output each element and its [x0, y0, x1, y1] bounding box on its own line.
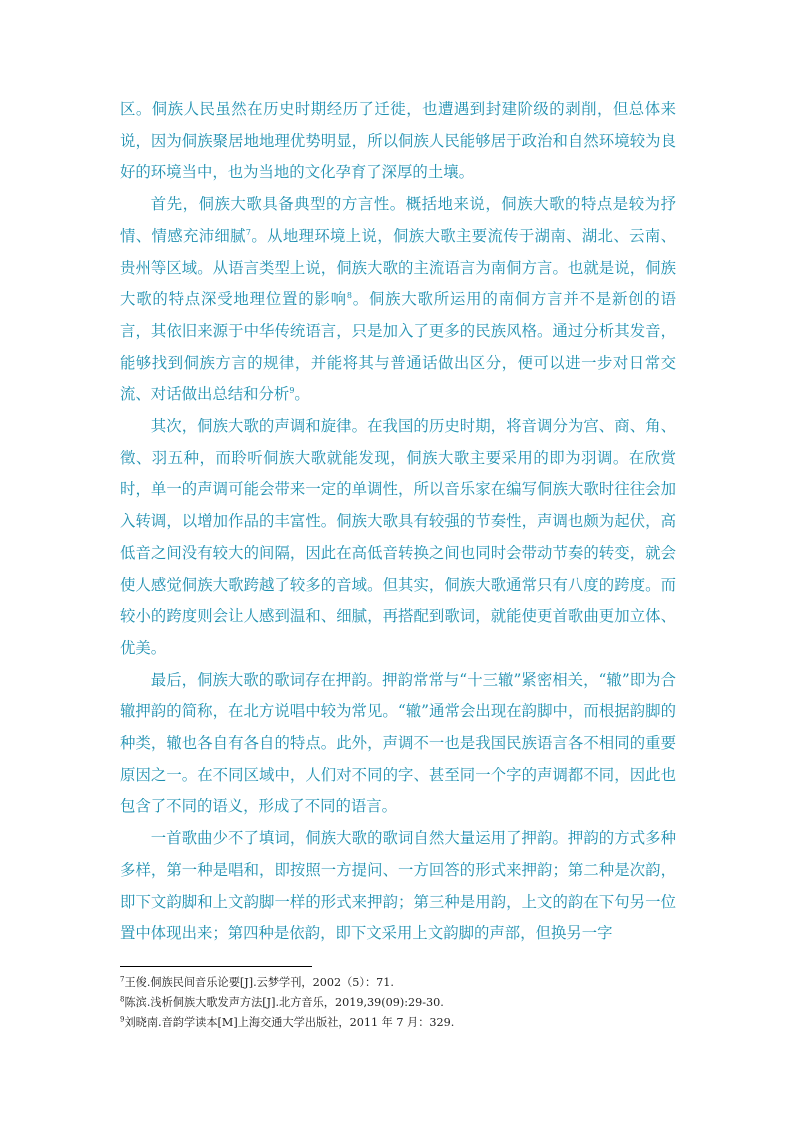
footnote-number: 8 — [120, 995, 125, 1004]
footnote-text: 陈滨.浅析侗族大歌发声方法[J].北方音乐，2019,39(09):29-30. — [124, 996, 444, 1009]
footnote-text: 刘晓南.音韵学读本[M]上海交通大学出版社，2011 年 7 月：329. — [124, 1016, 455, 1029]
paragraph-text: 。侗族大歌所运用的南侗方言并不是新创的语言，其依旧来源于中华传统语言，只是加入了更多的民族风格。通过分析其发音，能够找到侗族方言的规律，并能将其与普通话做出区分，便可以进一步对日常交流、对话做出总结和分析 — [120, 290, 676, 404]
footnote-text: 王俊.侗族民间音乐论要[J].云梦学刊，2002（5）：71. — [124, 976, 394, 989]
paragraph-text: 一首歌曲少不了填词，侗族大歌的歌词自然大量运用了押韵。押韵的方式多种多样，第一种是唱和，即按照一方提问、一方回答的形式来押韵；第二种是次韵，即下文韵脚和上文韵脚一样的形式来押韵；第三种是用韵，上文的韵在下句另一位置中体现出来；第四种是依韵，即下文采用上文韵脚的声部，但换另一字 — [120, 829, 676, 943]
paragraph-text: 。 — [294, 385, 310, 404]
footnote-separator — [120, 966, 312, 967]
footnote-reference: 8 — [346, 291, 352, 301]
footnote-number: 9 — [120, 1015, 125, 1024]
body-paragraph — [120, 189, 676, 411]
footnote-entry — [120, 993, 676, 1013]
footnote-reference: 9 — [289, 386, 295, 396]
paragraph-text: 。从地理环境上说，侗族大歌主要流传于湖南、湖北、云南、贵州等区域。从语言类型上说，侗族大歌的主流语言为南侗方言。也就是说，侗族大歌的特点深受地理位置的影响 — [120, 226, 676, 309]
body-paragraph — [120, 665, 676, 824]
paragraph-text: 其次，侗族大歌的声调和旋律。在我国的历史时期，将音调分为宫、商、角、徵、羽五种，而聆听侗族大歌就能发现，侗族大歌主要采用的即为羽调。在欣赏时，单一的声调可能会带来一定的单调性，所以音乐家在编写侗族大歌时往往会加入转调，以增加作品的丰富性。侗族大歌具有较强的节奏性，声调也颇为起伏，高低音之间没有较大的间隔，因此在高低音转换之间也同时会带动节奏的转变，就会使人感觉侗族大歌跨越了较多的音域。但其实，侗族大歌通常只有八度的跨度。而较小的跨度则会让人感到温和、细腻，再搭配到歌词，就能使更首歌曲更加立体、优美。 — [120, 417, 676, 657]
body-text — [120, 94, 676, 950]
paragraph-text: 区。侗族人民虽然在历史时期经历了迁徙，也遭遇到封建阶级的剥削，但总体来说，因为侗族聚居地地理优势明显，所以侗族人民能够居于政治和自然环境较为良好的环境当中，也为当地的文化孕育了深厚的土壤。 — [120, 100, 676, 182]
footnote-entry — [120, 1013, 676, 1033]
body-paragraph — [120, 823, 676, 950]
paragraph-text: 最后，侗族大歌的歌词存在押韵。押韵常常与“十三辙”紧密相关，“辙”即为合辙押韵的简称，在北方说唱中较为常见。“辙”通常会出现在韵脚中，而根据韵脚的种类，辙也各自有各自的特点。此外，声调不一也是我国民族语言各不相同的重要原因之一。在不同区域中，人们对不同的字、甚至同一个字的声调都不同，因此也包含了不同的语义，形成了不同的语言。 — [120, 670, 676, 816]
paragraph-text: 首先，侗族大歌具备典型的方言性。概括地来说，侗族大歌的特点是较为抒情、情感充沛细腻 — [120, 195, 676, 245]
body-paragraph — [120, 411, 676, 665]
footnote-entry — [120, 973, 676, 993]
footnote-number: 7 — [120, 975, 125, 984]
footnote-reference: 7 — [245, 227, 252, 237]
footnotes — [120, 973, 676, 1033]
body-paragraph — [120, 94, 676, 189]
